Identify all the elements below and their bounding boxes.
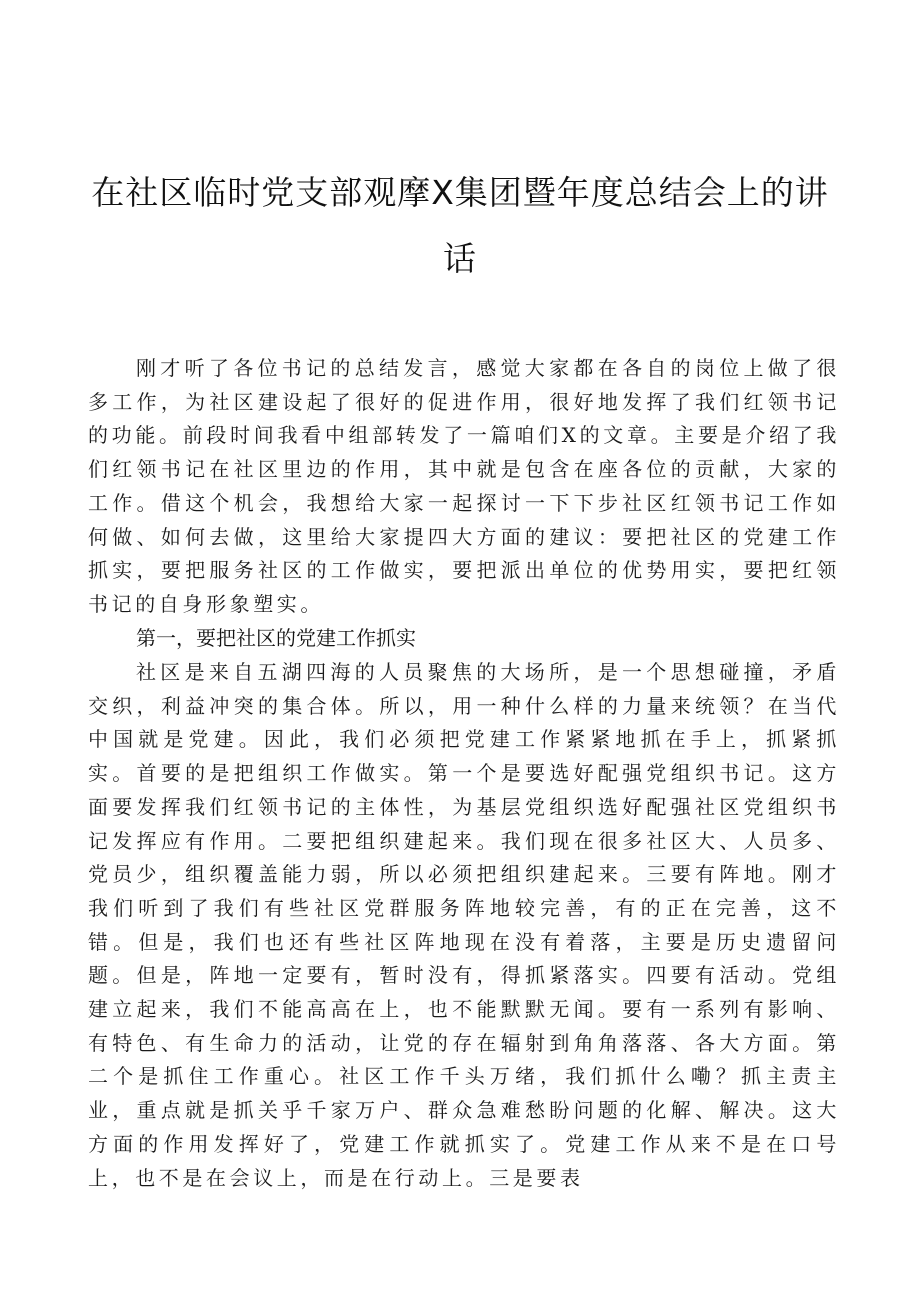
document-title: 在社区临时党支部观摩X集团暨年度总结会上的讲话 <box>91 173 829 278</box>
section-heading: 第一，要把社区的党建工作抓实 <box>136 626 416 650</box>
body-paragraph: 刚才听了各位书记的总结发言，感觉大家都在各自的岗位上做了很多工作，为社区建设起了很好的促进作用，很好地发挥了我们红领书记的功能。前段时间我看中组部转发了一篇咱们X的文章。主要是介绍了我们红领书记在社区里边的作用，其中就是包含在座各位的贡献，大家的工作。借这个机会，我想给大家一起探讨一下下步社区红领书记工作如何做、如何去做，这里给大家提四大方面的建议：要把社区的党建工作抓实，要把服务社区的工作做实，要把派出单位的优势用实，要把红领书记的自身形象塑实。 <box>88 356 840 616</box>
body-paragraph: 社区是来自五湖四海的人员聚焦的大场所，是一个思想碰撞，矛盾交织，利益冲突的集合体。所以，用一种什么样的力量来统领？在当代中国就是党建。因此，我们必须把党建工作紧紧地抓在手上，抓紧抓实。首要的是把组织工作做实。第一个是要选好配强党组织书记。这方面要发挥我们红领书记的主体性，为基层党组织选好配强社区党组织书记发挥应有作用。二要把组织建起来。我们现在很多社区大、人员多、党员少，组织覆盖能力弱，所以必须把组织建起来。三要有阵地。刚才我们听到了我们有些社区党群服务阵地较完善，有的正在完善，这不错。但是，我们也还有些社区阵地现在没有着落，主要是历史遗留问题。但是，阵地一定要有，暂时没有，得抓紧落实。四要有活动。党组建立起来，我们不能高高在上，也不能默默无闻。要有一系列有影响、有特色、有生命力的活动，让党的存在辐射到角角落落、各大方面。第二个是抓住工作重心。社区工作千头万绪，我们抓什么嘞？抓主责主业，重点就是抓关乎千家万户、群众急难愁盼问题的化解、解决。这大方面的作用发挥好了，党建工作就抓实了。党建工作从来不是在口号上，也不是在会议上，而是在行动上。三是要表 <box>88 660 840 1190</box>
